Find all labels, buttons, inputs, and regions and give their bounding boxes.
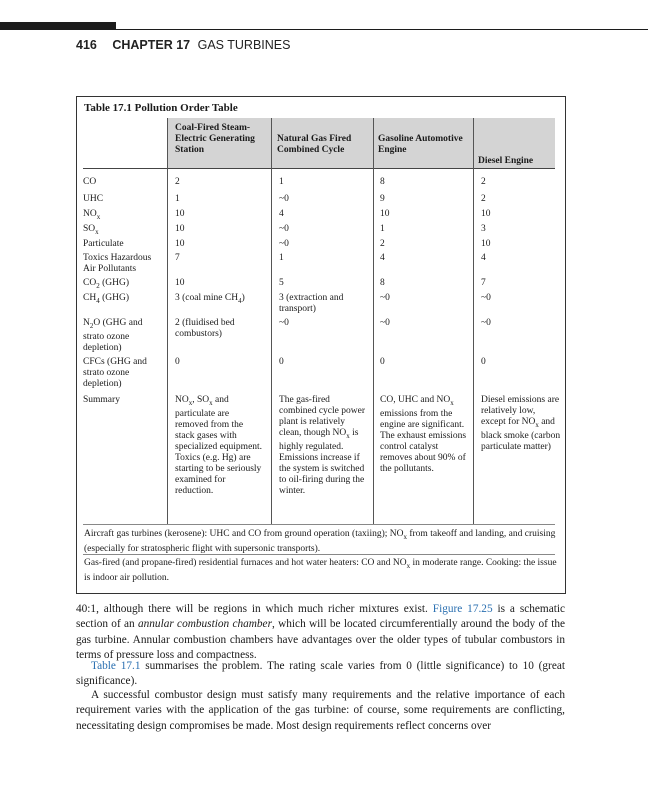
table-caption: Table 17.1 Pollution Order Table	[84, 102, 238, 114]
paragraph-text: summarises the problem. The rating scale varies from 0 (little significance) to 10 (great significance).	[76, 660, 565, 688]
row-label-nox: $NO_x$	[83, 209, 101, 221]
table-cell: 1	[175, 194, 180, 204]
table-cell: 1	[279, 177, 284, 187]
column-header-natural-gas: Natural Gas Fired Combined Cycle	[277, 134, 352, 155]
summary-cell-natural-gas: The gas-fired combined cycle power plant is relatively clean, though $NO_x$ is highly regulated. Emissions increase if the system is switched to oil-firing during the winter.	[279, 395, 365, 496]
table-header-rule	[83, 168, 555, 169]
table-cell: 10	[175, 239, 185, 249]
chapter-title: GAS TURBINES	[197, 38, 291, 52]
table-cell: 10	[175, 209, 185, 219]
table-cell: 9	[380, 194, 385, 204]
table-cell: 0	[380, 357, 385, 367]
row-label-cfcs: CFCs (GHG and strato ozone depletion)	[83, 357, 147, 389]
column-header-diesel: Diesel Engine	[478, 156, 534, 166]
table-cell: ~0	[380, 293, 390, 303]
row-label-toxics: Toxics Hazardous Air Pollutants	[83, 253, 152, 274]
table-cell: 5	[279, 278, 284, 288]
table-cell: 8	[380, 278, 385, 288]
table-cell: 4	[481, 253, 486, 263]
table-link[interactable]: Table 17.1	[91, 660, 141, 672]
table-cell: 8	[380, 177, 385, 187]
chapter-label: CHAPTER 17	[112, 38, 191, 52]
table-cell: 10	[175, 278, 185, 288]
table-cell: 0	[481, 357, 486, 367]
row-label-co: CO	[83, 177, 97, 187]
running-header	[76, 38, 290, 52]
header-rule-line	[0, 29, 648, 30]
table-cell: 2	[481, 177, 486, 187]
body-paragraph-3: A successful combustor design must satisfy many requirements and the relative importance of each requirement varies with the application of the gas turbine: of course, some requirements are conflicting, necessitating design compromises be made. Most design requirements reflect concerns over	[76, 689, 565, 732]
table-footnote-residential: Gas-fired (and propane-fired) residential furnaces and hot water heaters: CO and $NO_x$ in moderate range. Cooking: the issue is indoor air pollution.	[84, 558, 557, 583]
table-cell: ~0	[481, 318, 491, 328]
summary-cell-coal: $NO_x$, $SO_x$ and particulate are removed from the stack gases with specialized equipment. Toxics (e.g. Hg) are starting to be seriously examined for reduction.	[175, 395, 263, 496]
emphasis-term: annular combustion chamber	[137, 618, 272, 631]
table-cell: 10	[481, 239, 491, 249]
table-cell: 3	[481, 224, 486, 234]
table-cell: 10	[175, 224, 185, 234]
footnote-divider	[83, 524, 555, 525]
table-cell: 7	[481, 278, 486, 288]
column-divider	[167, 118, 168, 524]
table-cell: 0	[175, 357, 180, 367]
row-label-n2o: $N_2O$ (GHG and strato ozone depletion)	[83, 318, 143, 353]
table-cell: 2	[481, 194, 486, 204]
table-cell: 2	[380, 239, 385, 249]
table-cell: ~0	[279, 239, 289, 249]
row-label-summary: Summary	[83, 395, 120, 405]
table-footnote-aircraft: Aircraft gas turbines (kerosene): UHC and CO from ground operation (taxiing); $NO_x$ from takeoff and landing, and cruising (especially for stratospheric flight with supersonic transports).	[84, 529, 556, 554]
summary-cell-diesel: Diesel emissions are relatively low, except for $NO_x$ and black smoke (carbon particulate matter)	[481, 395, 561, 452]
paragraph-text: , which will be located circumferentially around the body of the gas turbine. Annular combustion chambers have advantages over the older types of tubular combustors in terms of pressure loss and compactness.	[76, 618, 565, 662]
table-cell: 10	[380, 209, 390, 219]
body-paragraph-1	[76, 602, 565, 664]
paragraph-text: 40:1, although there will be regions in which much richer mixtures exist.	[76, 603, 428, 615]
body-paragraph-2	[76, 659, 565, 690]
table-cell: ~0	[279, 318, 289, 328]
table-cell: 3 (extraction and transport)	[279, 293, 344, 314]
summary-cell-gasoline: CO, UHC and $NO_x$ emissions from the engine are significant. The exhaust emissions control catalyst removes about 90% of the pollutants.	[380, 395, 467, 474]
table-cell: 0	[279, 357, 284, 367]
paragraph-text: is a schematic section of an	[76, 603, 566, 631]
column-header-coal: Coal-Fired Steam-Electric Generating Station	[175, 123, 255, 155]
row-label-particulate: Particulate	[83, 239, 124, 249]
column-divider	[473, 118, 474, 524]
table-cell: ~0	[481, 293, 491, 303]
figure-link[interactable]: Figure 17.25	[432, 603, 493, 615]
table-cell: 2 (fluidised bed combustors)	[175, 318, 235, 339]
column-header-gasoline: Gasoline Automotive Engine	[378, 134, 463, 155]
table-cell: 4	[279, 209, 284, 219]
table-cell: 7	[175, 253, 180, 263]
table-cell: 1	[380, 224, 385, 234]
table-cell: 1	[279, 253, 284, 263]
table-cell: 10	[481, 209, 491, 219]
column-divider	[373, 118, 374, 524]
table-cell: 2	[175, 177, 180, 187]
table-cell: ~0	[279, 194, 289, 204]
row-label-co2: $CO_2$ (GHG)	[83, 278, 129, 290]
table-cell: ~0	[279, 224, 289, 234]
table-cell: ~0	[380, 318, 390, 328]
page-number: 416	[76, 38, 97, 52]
row-label-ch4: $CH_4$ (GHG)	[83, 293, 129, 305]
table-cell: 4	[380, 253, 385, 263]
pollution-order-table	[76, 96, 566, 594]
table-cell: 3 (coal mine $CH_4$)	[175, 293, 245, 305]
row-label-uhc: UHC	[83, 194, 104, 204]
footnote-divider	[83, 554, 555, 555]
row-label-sox: $SO_x$	[83, 224, 99, 236]
column-divider	[271, 118, 272, 524]
